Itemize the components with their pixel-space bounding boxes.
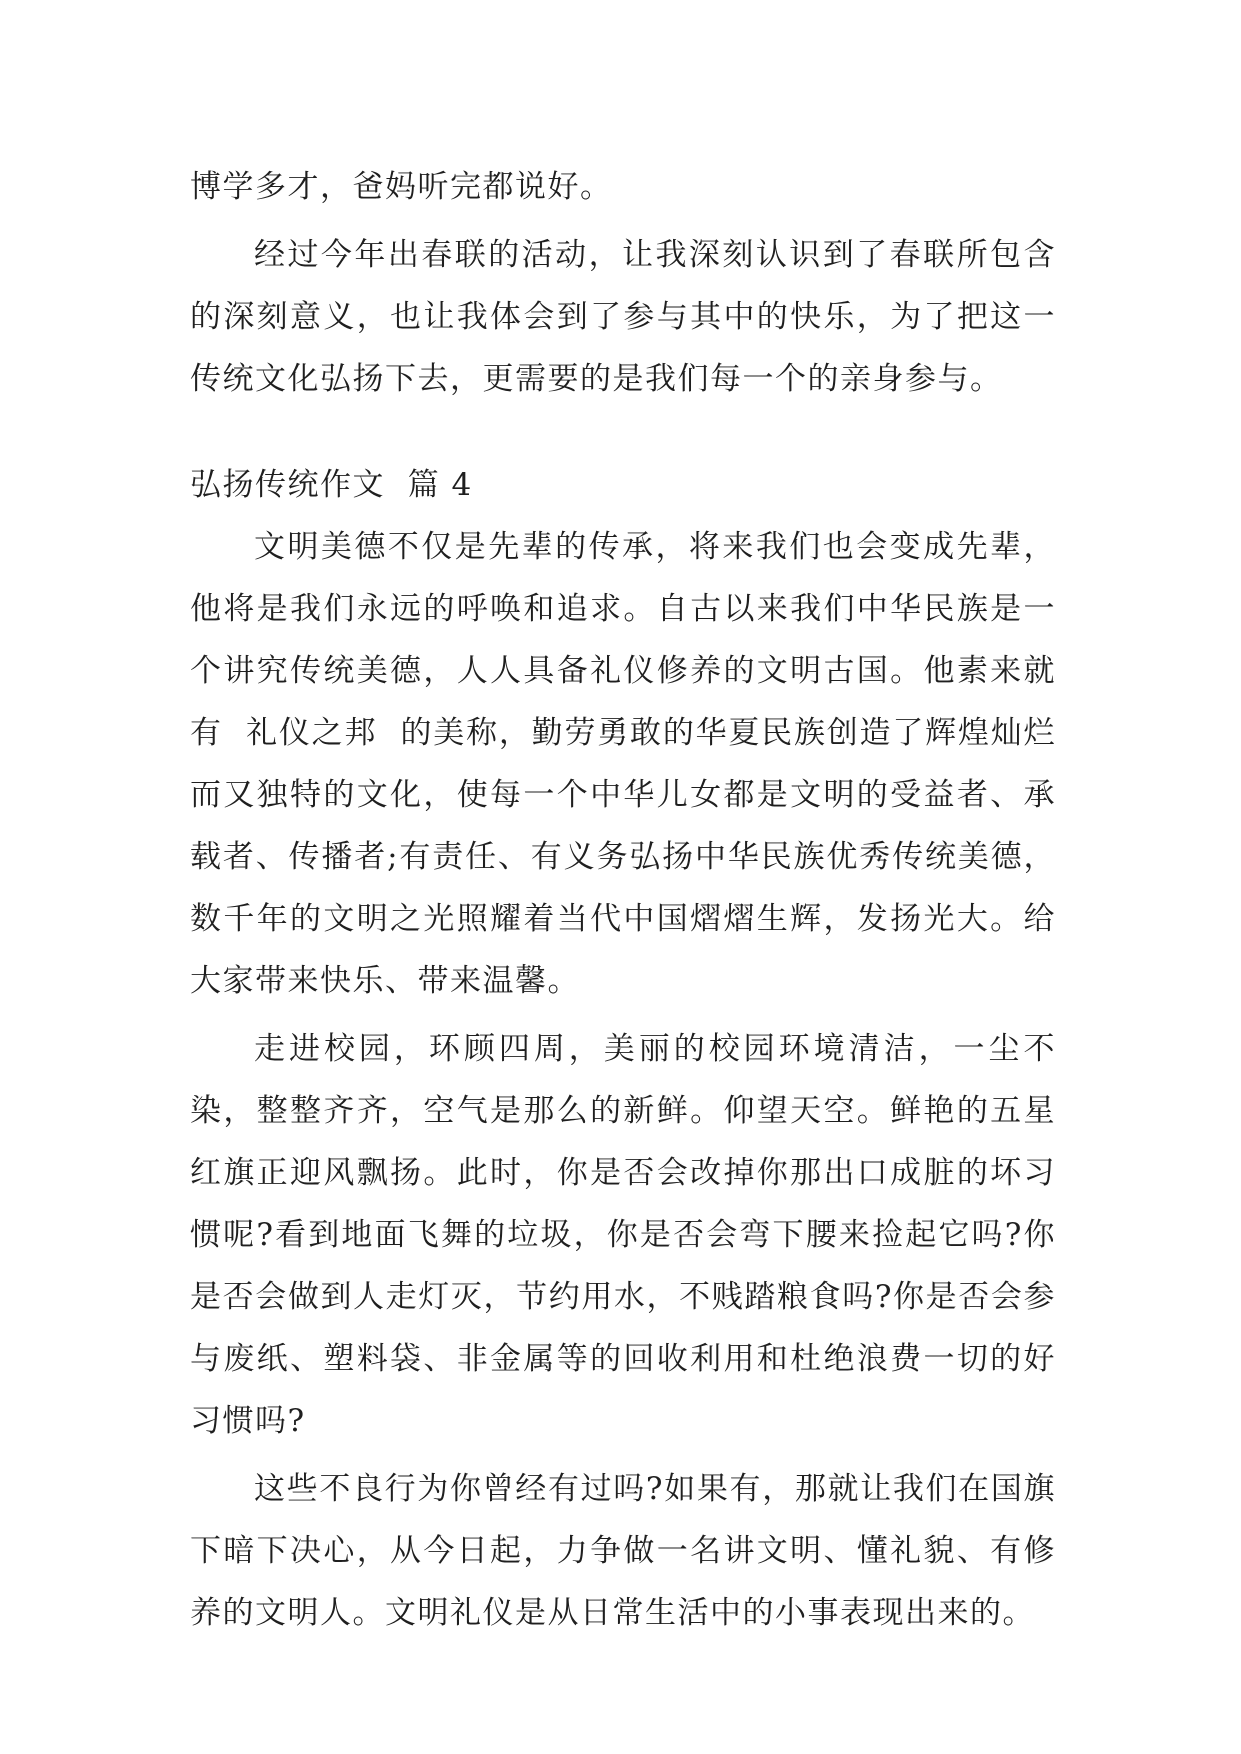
document-page [190,156,1056,1644]
section-heading: 弘扬传统作文 篇 4 [190,467,473,503]
paragraph-campus: 走进校园，环顾四周，美丽的校园环境清洁，一尘不染，整整齐齐，空气是那么的新鲜。仰望天空。鲜艳的五星红旗正迎风飘扬。此时，你是否会改掉你那出口成脏的坏习惯呢?看到地面飞舞的垃圾，你是否会弯下腰来捡起它吗?你是否会做到人走灯灭，节约用水，不贱踏粮食吗?你是否会参与废纸、塑料袋、非金属等的回收利用和杜绝浪费一切的好习惯吗? [190,1031,1056,1439]
paragraph-spring-couplets: 经过今年出春联的活动，让我深刻认识到了春联所包含的深刻意义，也让我体会到了参与其中的快乐，为了把这一传统文化弘扬下去，更需要的是我们每一个的亲身参与。 [190,237,1056,397]
continuation-paragraph: 博学多才，爸妈听完都说好。 [190,169,613,205]
section-spacer [190,410,1056,454]
paragraph-resolve: 这些不良行为你曾经有过吗?如果有，那就让我们在国旗下暗下决心，从今日起，力争做一名讲文明、懂礼貌、有修养的文明人。文明礼仪是从日常生活中的小事表现出来的。 [190,1471,1056,1631]
paragraph-civilized-virtue: 文明美德不仅是先辈的传承，将来我们也会变成先辈，他将是我们永远的呼唤和追求。自古以来我们中华民族是一个讲究传统美德，人人具备礼仪修养的文明古国。他素来就有 礼仪之邦 的美称，勤劳勇敢的华夏民族创造了辉煌灿烂而又独特的文化，使每一个中华儿女都是文明的受益者、承载者、传播者;有责任、有义务弘扬中华民族优秀传统美德，数千年的文明之光照耀着当代中国熠熠生辉，发扬光大。给大家带来快乐、带来温馨。 [190,529,1056,999]
